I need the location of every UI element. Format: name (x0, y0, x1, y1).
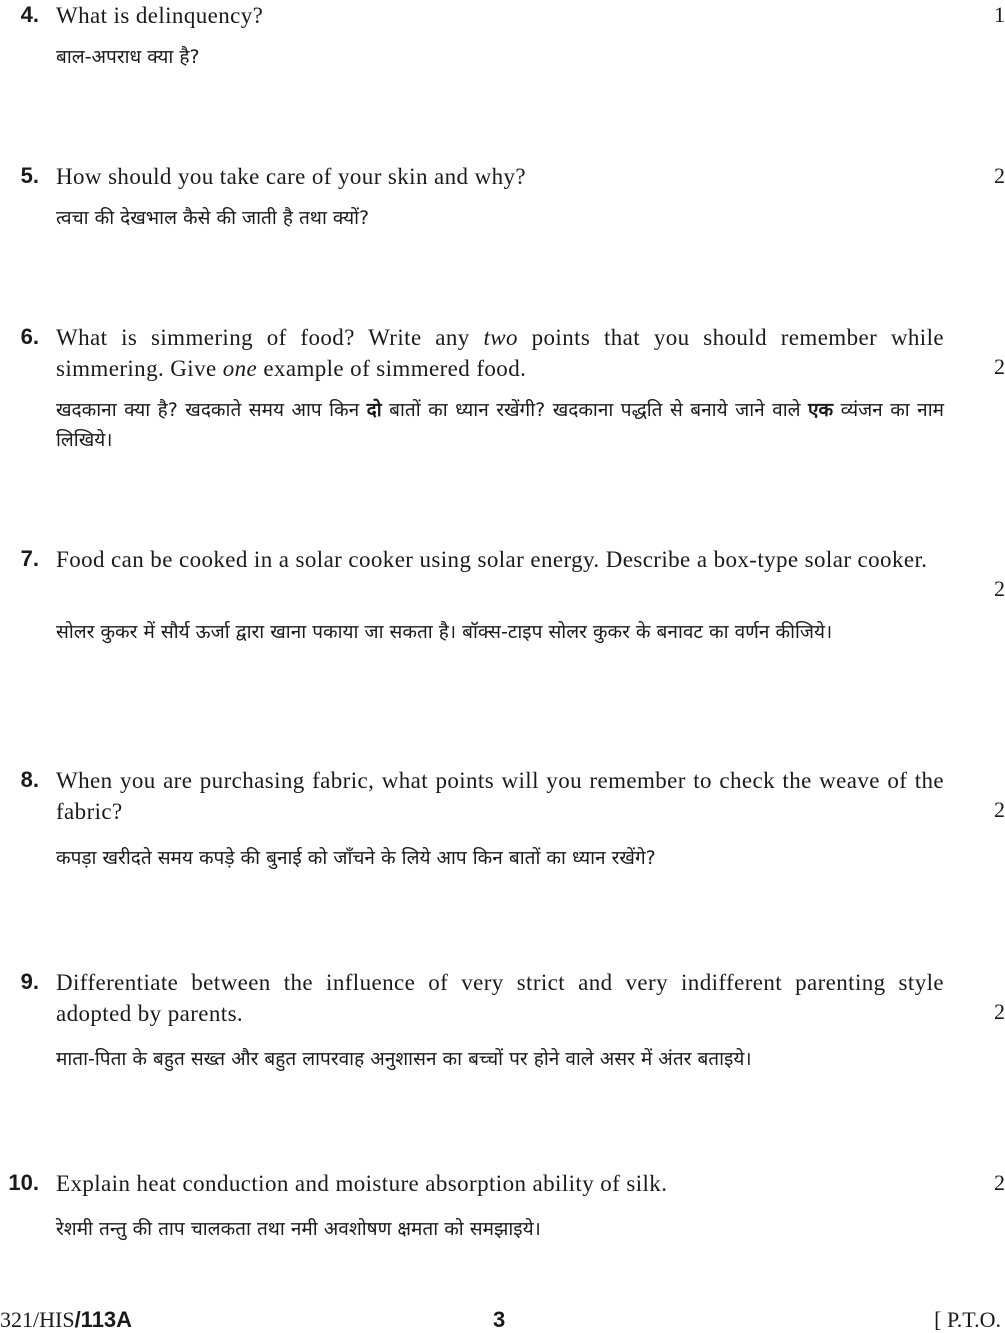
question-marks: 2 (994, 1170, 1005, 1195)
question-marks: 2 (994, 797, 1005, 822)
question-number: 9. (20, 969, 39, 994)
question-number: 5. (20, 163, 39, 188)
question-marks: 1 (994, 2, 1005, 27)
question-text-hindi: कपड़ा खरीदते समय कपड़े की बुनाई को जाँचने के लिये आप किन बातों का ध्यान रखेंगे? (56, 847, 656, 869)
question-text-english: Differentiate between the influence of very strict and very indifferent parenting style adopted by parents. (56, 970, 944, 1026)
question-number: 7. (20, 546, 39, 571)
question-text-hindi: माता-पिता के बहुत सख्त और बहुत लापरवाह अनुशासन का बच्चों पर होने वाले असर में अंतर बताइये। (56, 1048, 752, 1070)
question-text-hindi: रेशमी तन्तु की ताप चालकता तथा नमी अवशोषण क्षमता को समझाइये। (56, 1218, 541, 1240)
question-text-english: Food can be cooked in a solar cooker using solar energy. Describe a box-type solar cooker. (56, 547, 928, 572)
question-marks: 2 (994, 163, 1005, 188)
paper-code: 321/HIS/113A (0, 1307, 133, 1332)
question-text-english: What is delinquency? (56, 3, 264, 28)
question-marks: 2 (994, 576, 1005, 601)
question-text-hindi: बाल-अपराध क्या है? (56, 46, 200, 68)
question-text-hindi: सोलर कुकर में सौर्य ऊर्जा द्वारा खाना पकाया जा सकता है। बॉक्स-टाइप सोलर कुकर के बनावट का वर्णन कीजिये। (56, 621, 833, 643)
question-text-english: How should you take care of your skin and why? (56, 164, 526, 189)
page-number: 3 (493, 1307, 506, 1332)
question-number: 10. (8, 1170, 39, 1195)
question-number: 8. (20, 767, 39, 792)
question-text-english: When you are purchasing fabric, what points will you remember to check the weave of the fabric? (56, 768, 944, 824)
question-marks: 2 (994, 354, 1005, 379)
question-text-hindi: त्वचा की देखभाल कैसे की जाती है तथा क्यों? (56, 207, 370, 229)
question-number: 4. (20, 2, 39, 27)
question-marks: 2 (994, 999, 1005, 1024)
question-text-english: What is simmering of food? Write any two points that you should remember while simmering. Give one example of simmered food. (56, 325, 944, 381)
question-text-hindi: खदकाना क्या है? खदकाते समय आप किन दो बातों का ध्यान रखेंगी? खदकाना पद्धति से बनाये जाने वाले एक व्यंजन का नाम लिखिये। (56, 399, 945, 451)
question-number: 6. (20, 324, 39, 349)
pto-label: [ P.T.O. (934, 1307, 1001, 1332)
question-text-english: Explain heat conduction and moisture absorption ability of silk. (56, 1171, 668, 1196)
page-footer (0, 1307, 1005, 1333)
